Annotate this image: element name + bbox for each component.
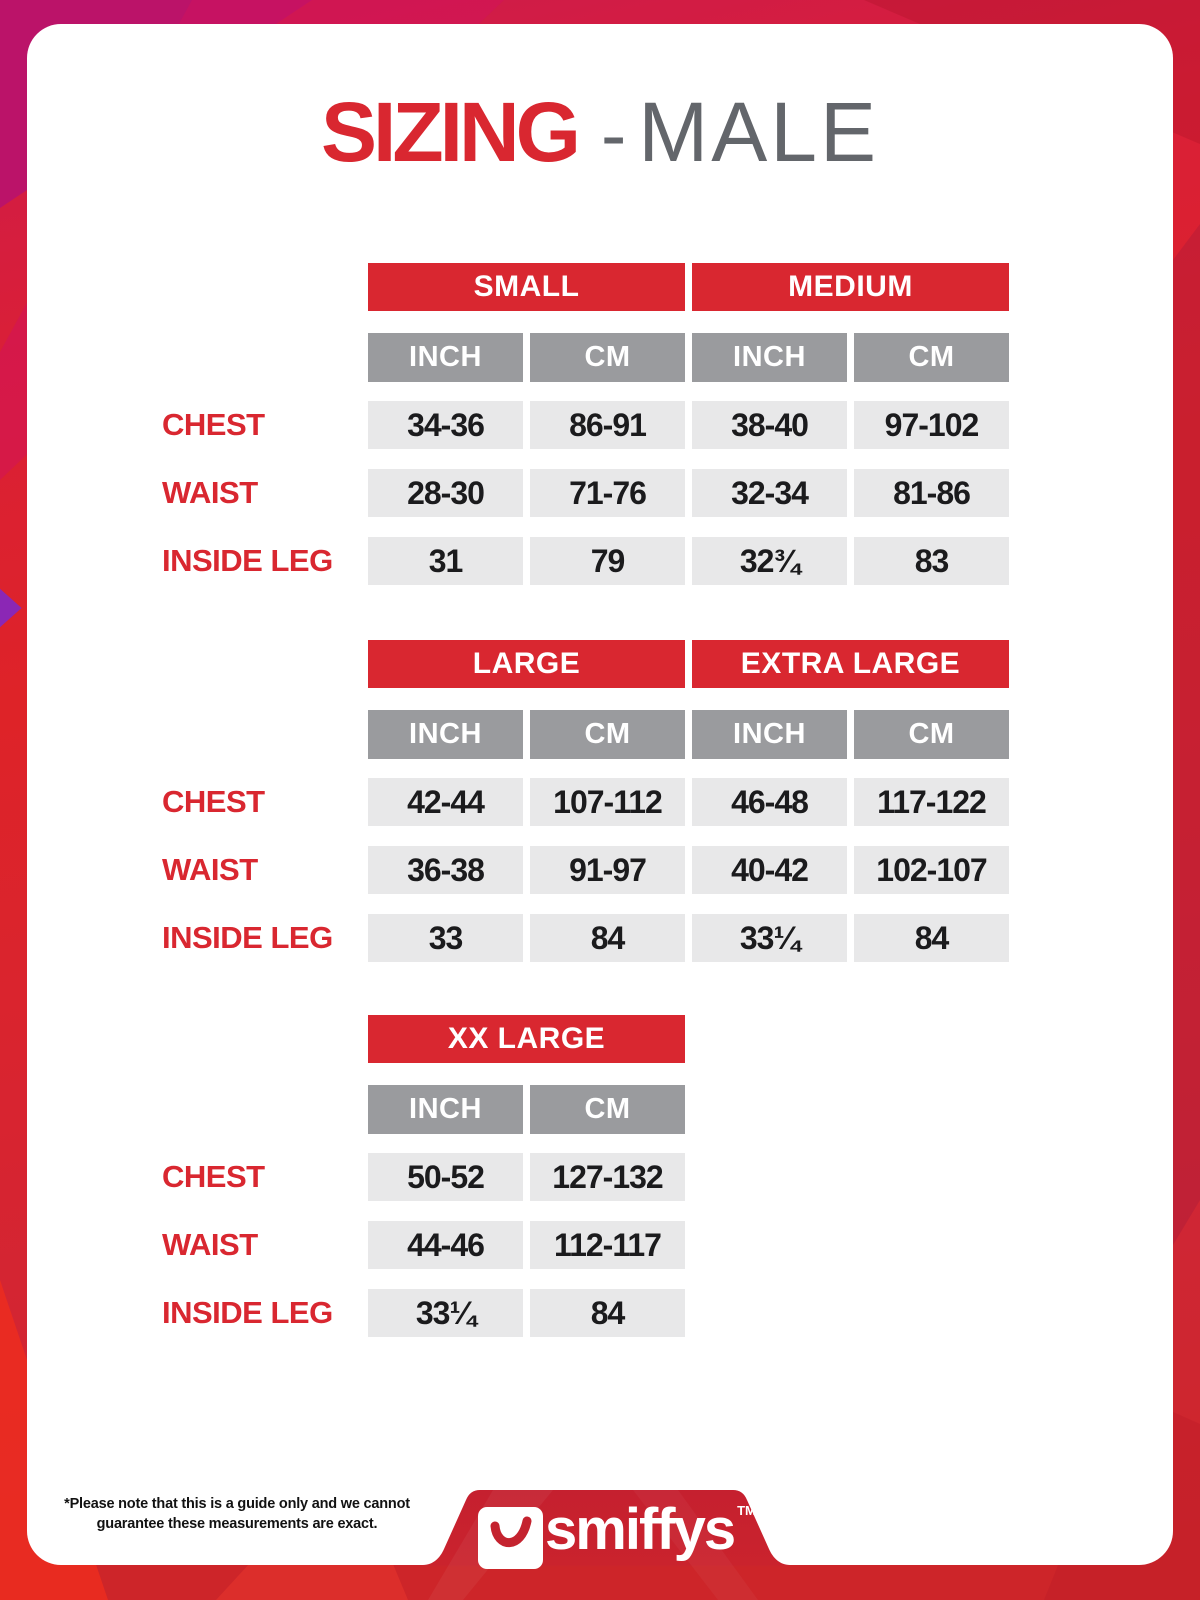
row-label-chest: CHEST xyxy=(162,407,265,442)
smiffys-wordmark xyxy=(545,1497,756,1562)
title-sizing: SIZING xyxy=(320,85,577,179)
size-cell: 36-38 xyxy=(368,846,523,894)
size-cell: 46-48 xyxy=(692,778,847,826)
size-cell: 50-52 xyxy=(368,1153,523,1201)
size-cell: 33¼ xyxy=(368,1289,523,1337)
size-tables xyxy=(27,24,1173,1565)
row-label-inside-leg: INSIDE LEG xyxy=(162,543,333,578)
size-cell: 71-76 xyxy=(530,469,685,517)
size-header-large: LARGE xyxy=(368,640,685,688)
unit-header-cm: CM xyxy=(530,710,685,759)
unit-header-cm: CM xyxy=(530,1085,685,1134)
size-cell: 32¾ xyxy=(692,537,847,585)
smiffys-logo xyxy=(423,1487,790,1600)
row-label-chest: CHEST xyxy=(162,784,265,819)
unit-header-inch: INCH xyxy=(692,710,847,759)
disclaimer-line-1: *Please note that this is a guide only and we cannot xyxy=(64,1496,410,1512)
size-cell: 42-44 xyxy=(368,778,523,826)
sizing-card xyxy=(27,24,1173,1565)
size-cell: 117-122 xyxy=(854,778,1009,826)
size-cell: 84 xyxy=(530,914,685,962)
size-cell: 33¼ xyxy=(692,914,847,962)
unit-header-cm: CM xyxy=(854,333,1009,382)
row-label-waist: WAIST xyxy=(162,475,258,510)
unit-header-cm: CM xyxy=(854,710,1009,759)
unit-header-inch: INCH xyxy=(368,710,523,759)
size-cell: 33 xyxy=(368,914,523,962)
size-cell: 107-112 xyxy=(530,778,685,826)
size-cell: 86-91 xyxy=(530,401,685,449)
size-cell: 83 xyxy=(854,537,1009,585)
disclaimer-line-2: guarantee these measurements are exact. xyxy=(96,1516,378,1532)
size-cell: 79 xyxy=(530,537,685,585)
disclaimer-note xyxy=(27,1494,447,1534)
size-cell: 31 xyxy=(368,537,523,585)
title-separator: - xyxy=(600,93,627,178)
size-cell: 81-86 xyxy=(854,469,1009,517)
size-header-small: SMALL xyxy=(368,263,685,311)
unit-header-inch: INCH xyxy=(368,333,523,382)
trademark-symbol: TM xyxy=(737,1503,756,1518)
brand-text: smiffys xyxy=(545,1497,735,1562)
row-label-inside-leg: INSIDE LEG xyxy=(162,1295,333,1330)
size-cell: 127-132 xyxy=(530,1153,685,1201)
title-male: MALE xyxy=(638,85,880,179)
row-label-waist: WAIST xyxy=(162,1227,258,1262)
size-cell: 91-97 xyxy=(530,846,685,894)
size-cell: 102-107 xyxy=(854,846,1009,894)
size-cell: 84 xyxy=(530,1289,685,1337)
row-label-chest: CHEST xyxy=(162,1159,265,1194)
row-label-waist: WAIST xyxy=(162,852,258,887)
size-cell: 32-34 xyxy=(692,469,847,517)
size-cell: 34-36 xyxy=(368,401,523,449)
size-cell: 28-30 xyxy=(368,469,523,517)
size-header-medium: MEDIUM xyxy=(692,263,1009,311)
size-cell: 38-40 xyxy=(692,401,847,449)
unit-header-inch: INCH xyxy=(368,1085,523,1134)
smiffys-smile-icon xyxy=(478,1507,543,1569)
size-cell: 112-117 xyxy=(530,1221,685,1269)
size-cell: 84 xyxy=(854,914,1009,962)
row-label-inside-leg: INSIDE LEG xyxy=(162,920,333,955)
unit-header-cm: CM xyxy=(530,333,685,382)
unit-header-inch: INCH xyxy=(692,333,847,382)
size-header-xx-large: XX LARGE xyxy=(368,1015,685,1063)
size-cell: 44-46 xyxy=(368,1221,523,1269)
size-cell: 97-102 xyxy=(854,401,1009,449)
size-cell: 40-42 xyxy=(692,846,847,894)
size-header-extra-large: EXTRA LARGE xyxy=(692,640,1009,688)
